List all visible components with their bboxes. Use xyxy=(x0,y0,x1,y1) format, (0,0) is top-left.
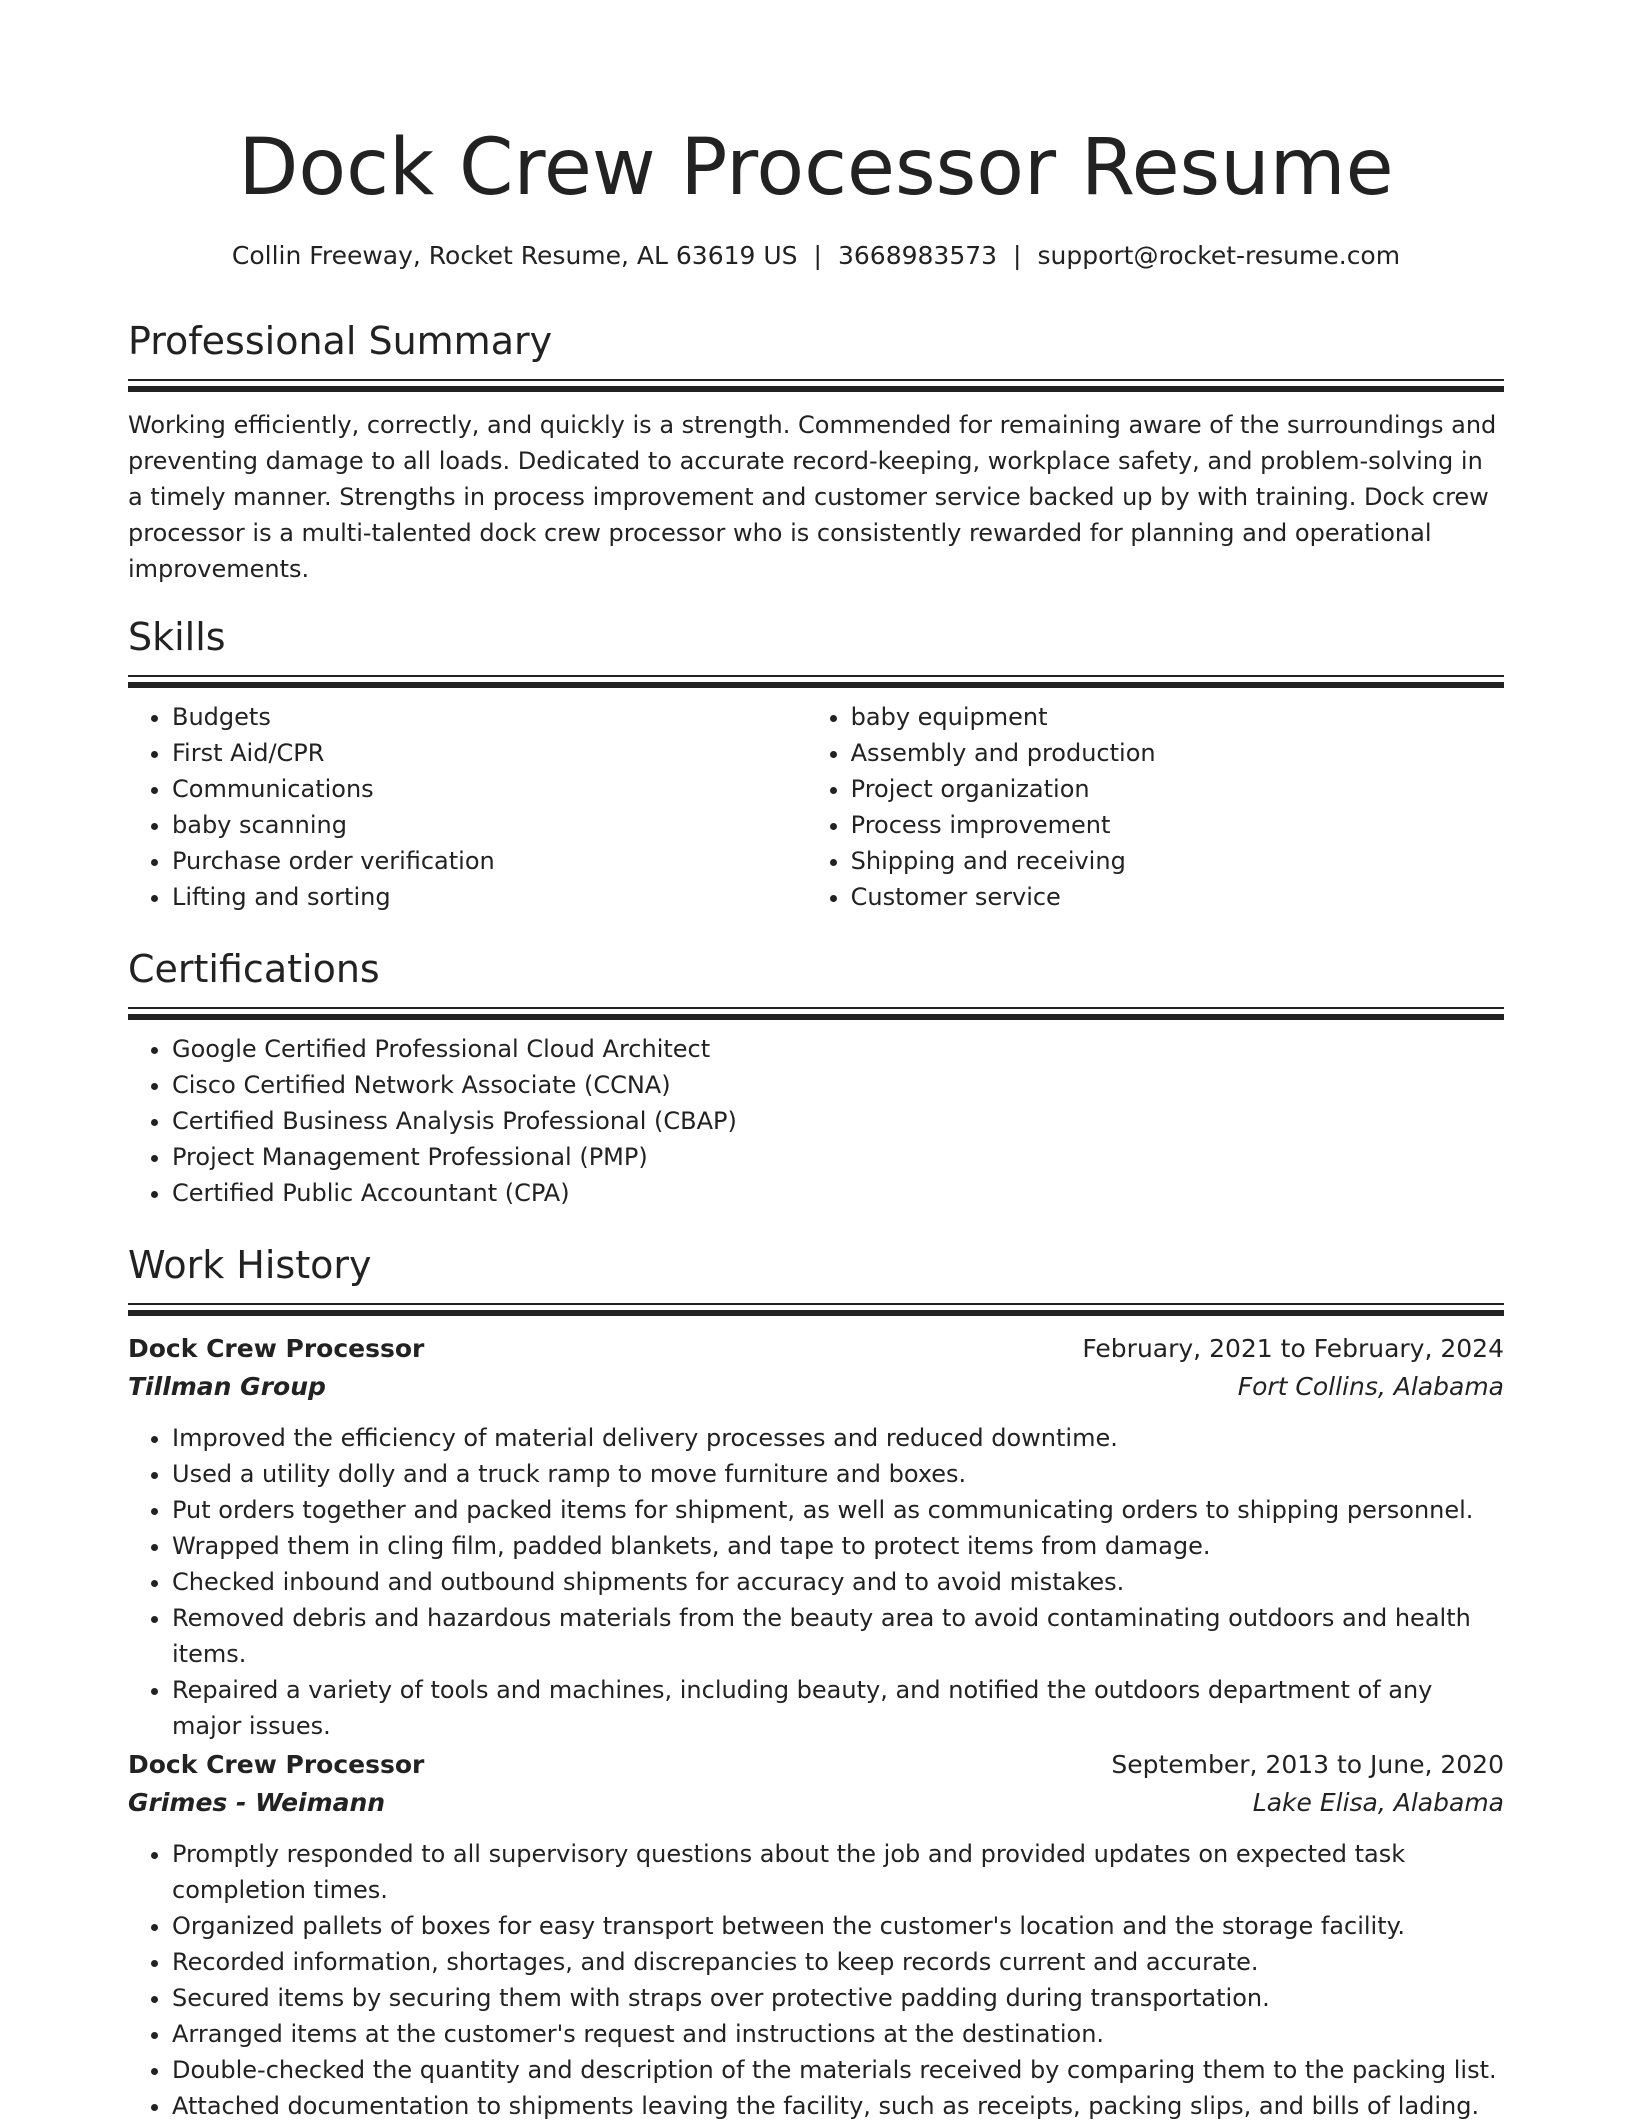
section-divider xyxy=(128,379,1504,393)
job-duty-item: • Double-checked the quantity and description of the materials received by comparing them to the packing list. xyxy=(172,2052,1504,2088)
job-duty-item: • Arranged items at the customer's request and instructions at the destination. xyxy=(172,2016,1504,2052)
job-entry xyxy=(128,1330,1504,1744)
certification-item: • Google Certified Professional Cloud Architect xyxy=(172,1031,1504,1067)
job-duty-item: • Repaired a variety of tools and machines, including beauty, and notified the outdoors department of any major issues. xyxy=(172,1672,1504,1744)
skill-item: • Communications xyxy=(172,771,807,807)
certification-item: • Certified Business Analysis Professional (CBAP) xyxy=(172,1103,1504,1139)
skill-item: • Shipping and receiving xyxy=(851,843,1504,879)
summary-section xyxy=(128,316,1504,587)
job-duty-item: • Organized pallets of boxes for easy transport between the customer's location and the storage facility. xyxy=(172,1908,1504,1944)
job-dates: September, 2013 to June, 2020 xyxy=(1111,1750,1504,1779)
summary-heading: Professional Summary xyxy=(128,319,553,363)
job-entry xyxy=(128,1746,1504,2124)
job-header-row xyxy=(128,1330,1504,1368)
skills-list-right xyxy=(807,699,1504,915)
contact-separator: | xyxy=(1013,241,1022,270)
job-company: Grimes - Weimann xyxy=(128,1788,386,1817)
summary-text: Working efficiently, correctly, and quickly is a strength. Commended for remaining aware of the surroundings and preventing damage to all loads. Dedicated to accurate record-keeping, workplace safety, and problem-solving in a timely manner. Strengths in process improvement and customer service backed up by with training. Dock crew processor is a multi-talented dock crew processor who is consistently rewarded for planning and operational improvements. xyxy=(128,411,1497,583)
contact-line xyxy=(128,238,1504,274)
job-duty-item: • Removed debris and hazardous materials from the beauty area to avoid contaminating outdoors and health items. xyxy=(172,1600,1504,1672)
skill-item: • Project organization xyxy=(851,771,1504,807)
job-duty-item: • Wrapped them in cling film, padded blankets, and tape to protect items from damage. xyxy=(172,1528,1504,1564)
skill-item: • Assembly and production xyxy=(851,735,1504,771)
skill-item: • Purchase order verification xyxy=(172,843,807,879)
skill-item: • baby scanning xyxy=(172,807,807,843)
job-duty-item: • Secured items by securing them with straps over protective padding during transportation. xyxy=(172,1980,1504,2016)
job-company: Tillman Group xyxy=(128,1372,326,1401)
job-dates: February, 2021 to February, 2024 xyxy=(1082,1334,1504,1363)
section-divider xyxy=(128,675,1504,689)
job-title: Dock Crew Processor xyxy=(128,1750,425,1779)
skills-section xyxy=(128,612,1504,915)
job-duty-item: • Used a utility dolly and a truck ramp to move furniture and boxes. xyxy=(172,1456,1504,1492)
job-location: Lake Elisa, Alabama xyxy=(1252,1788,1504,1817)
contact-phone: 3668983573 xyxy=(837,241,998,270)
contact-separator: | xyxy=(813,241,822,270)
certification-item: • Certified Public Accountant (CPA) xyxy=(172,1175,1504,1211)
section-divider xyxy=(128,1007,1504,1021)
certification-item: • Cisco Certified Network Associate (CCNA) xyxy=(172,1067,1504,1103)
job-duties-list xyxy=(128,1420,1504,1744)
job-duty-item: • Checked inbound and outbound shipments for accuracy and to avoid mistakes. xyxy=(172,1564,1504,1600)
skill-item: • First Aid/CPR xyxy=(172,735,807,771)
work-history-section xyxy=(128,1240,1504,1317)
job-subheader-row xyxy=(128,1368,1504,1406)
skills-list-left xyxy=(128,699,807,915)
job-duty-item: • Attached documentation to shipments leaving the facility, such as receipts, packing slips, and bills of lading. xyxy=(172,2088,1504,2124)
skill-item: • Customer service xyxy=(851,879,1504,915)
job-subheader-row xyxy=(128,1784,1504,1822)
resume-title: Dock Crew Processor Resume xyxy=(238,123,1394,213)
certification-item: • Project Management Professional (PMP) xyxy=(172,1139,1504,1175)
skill-item: • Budgets xyxy=(172,699,807,735)
job-duties-list xyxy=(128,1836,1504,2124)
contact-email: support@rocket-resume.com xyxy=(1037,241,1401,270)
job-header-row xyxy=(128,1746,1504,1784)
job-duty-item: • Put orders together and packed items for shipment, as well as communicating orders to shipping personnel. xyxy=(172,1492,1504,1528)
job-location: Fort Collins, Alabama xyxy=(1237,1372,1504,1401)
job-duty-item: • Promptly responded to all supervisory questions about the job and provided updates on expected task completion times. xyxy=(172,1836,1504,1908)
skill-item: • baby equipment xyxy=(851,699,1504,735)
certifications-list xyxy=(128,1031,1504,1211)
certifications-section xyxy=(128,944,1504,1211)
skills-heading: Skills xyxy=(128,615,226,659)
job-duty-item: • Improved the efficiency of material delivery processes and reduced downtime. xyxy=(172,1420,1504,1456)
contact-address: Collin Freeway, Rocket Resume, AL 63619 US xyxy=(231,241,798,270)
work-history-heading: Work History xyxy=(128,1243,372,1287)
certifications-heading: Certifications xyxy=(128,947,380,991)
job-duty-item: • Recorded information, shortages, and discrepancies to keep records current and accurate. xyxy=(172,1944,1504,1980)
section-divider xyxy=(128,1303,1504,1317)
job-title: Dock Crew Processor xyxy=(128,1334,425,1363)
skill-item: • Lifting and sorting xyxy=(172,879,807,915)
skill-item: • Process improvement xyxy=(851,807,1504,843)
skills-columns xyxy=(128,699,1504,915)
